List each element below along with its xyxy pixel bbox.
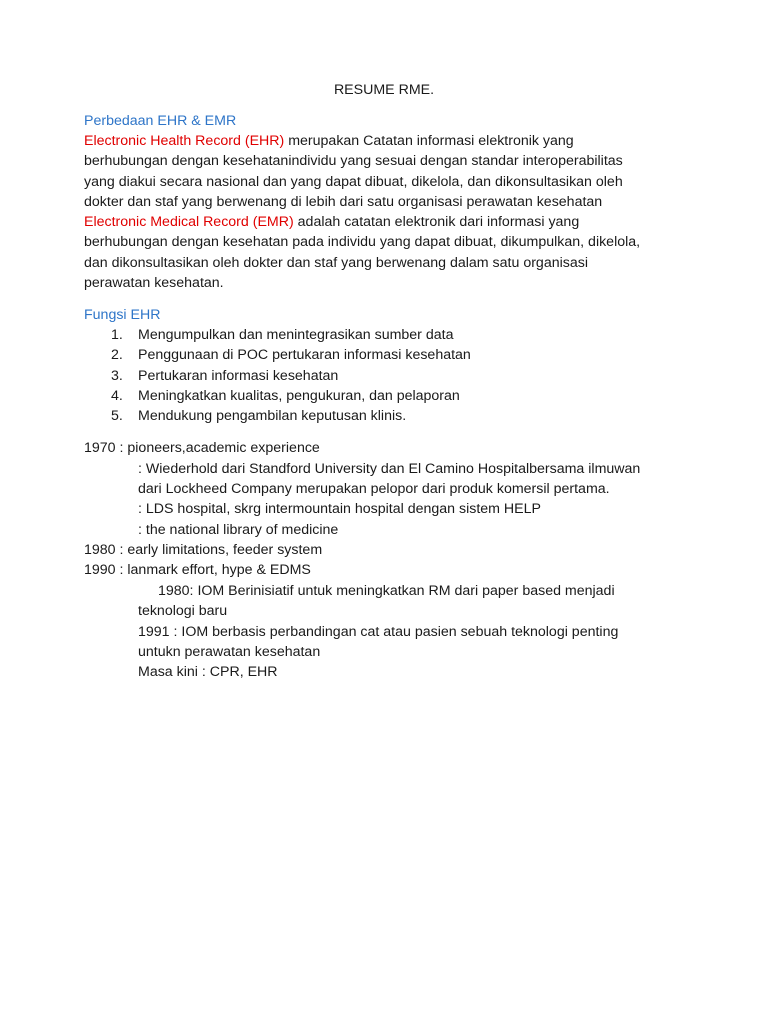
document-title: RESUME RME. — [333, 82, 435, 98]
emr-line-1 — [84, 212, 684, 232]
list-item — [84, 366, 684, 386]
timeline-1970-note-b: : LDS hospital, skrg intermountain hospital dengan sistem HELP — [138, 501, 541, 517]
emr-line-3: dan dikonsultasikan oleh dokter dan staf yang berwenang dalam satu organisasi — [84, 254, 588, 271]
list-item — [84, 325, 684, 345]
list-item — [84, 386, 684, 406]
list-item-text: Mengumpulkan dan menintegrasikan sumber data — [138, 327, 454, 343]
emr-line-1-rest: adalah catatan elektronik dari informasi yang — [293, 214, 580, 231]
list-item-text: Pertukaran informasi kesehatan — [138, 367, 339, 384]
list-item-number: 5. — [111, 408, 123, 425]
timeline-1990-note-c: Masa kini : CPR, EHR — [138, 664, 278, 680]
timeline-1990-note-b1: 1991 : IOM berbasis perbandingan cat atau pasien sebuah teknologi penting — [138, 624, 619, 640]
timeline-1990: 1990 : lanmark effort, hype & EDMS — [84, 562, 311, 578]
timeline-1990-note-b2: untukn perawatan kesehatan — [138, 644, 321, 660]
list-item — [84, 345, 684, 365]
heading-perbedaan: Perbedaan EHR & EMR — [84, 113, 237, 129]
timeline-1970-note-a1: : Wiederhold dari Standford University dan El Camino Hospitalbersama ilmuwan — [138, 461, 641, 477]
list-item-text: Mendukung pengambilan keputusan klinis. — [138, 408, 407, 425]
timeline-1990-note-a2: teknologi baru — [138, 603, 228, 619]
list-item-number: 1. — [111, 327, 123, 343]
list-item-text: Penggunaan di POC pertukaran informasi kesehatan — [138, 347, 471, 364]
emr-term: Electronic Medical Record (EMR) — [84, 214, 294, 231]
list-item-number: 2. — [111, 347, 123, 364]
ehr-term: Electronic Health Record (EHR) — [84, 133, 285, 149]
ehr-line-3: yang diakui secara nasional dan yang dapat dibuat, dikelola, dan dikonsultasikan oleh — [84, 173, 623, 190]
timeline-1980: 1980 : early limitations, feeder system — [84, 542, 323, 558]
heading-fungsi-ehr: Fungsi EHR — [84, 307, 161, 323]
paragraph-definitions — [84, 131, 684, 293]
ehr-line-1 — [84, 131, 684, 151]
list-item-number: 4. — [111, 387, 123, 404]
list-item-number: 3. — [111, 367, 123, 384]
list-item-text: Meningkatkan kualitas, pengukuran, dan pelaporan — [138, 387, 460, 404]
timeline-1970: 1970 : pioneers,academic experience — [84, 440, 320, 456]
ehr-line-4: dokter dan staf yang berwenang di lebih dari satu organisasi perawatan kesehatan — [84, 193, 603, 210]
timeline-1990-note-a1: 1980: IOM Berinisiatif untuk meningkatkan RM dari paper based menjadi — [158, 583, 615, 599]
timeline-1970-note-a2: dari Lockheed Company merupakan pelopor dari produk komersil pertama. — [138, 481, 610, 497]
ehr-line-2: berhubungan dengan kesehatanindividu yang sesuai dengan standar interoperabilitas — [84, 153, 623, 170]
emr-line-2: berhubungan dengan kesehatan pada individu yang dapat dibuat, dikumpulkan, dikelola, — [84, 234, 641, 251]
emr-line-4: perawatan kesehatan. — [84, 275, 224, 292]
ehr-line-1-rest: merupakan Catatan informasi elektronik yang — [284, 133, 574, 149]
fungsi-ehr-list — [84, 325, 684, 426]
timeline-1970-note-c: : the national library of medicine — [138, 522, 339, 538]
list-item — [84, 406, 684, 426]
